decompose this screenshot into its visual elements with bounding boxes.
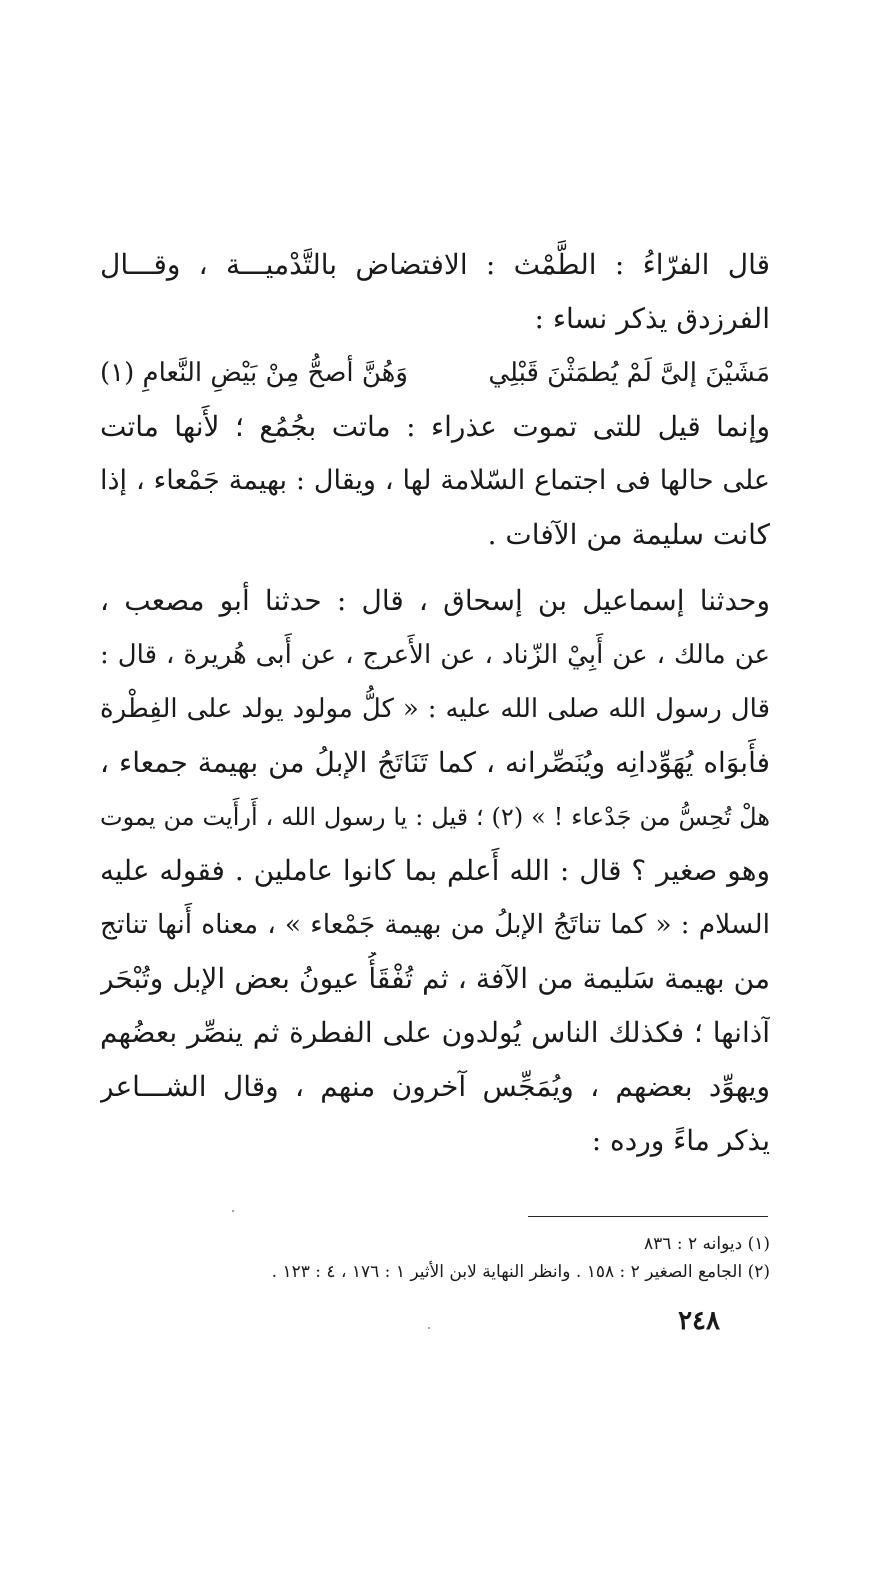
paragraph-line: وإنما قيل للتى تموت عذراء : ماتت بجُمُع ؛ لأَنها ماتت [100,410,770,443]
scan-speck [428,1327,430,1329]
paragraph-line: آذانها ؛ فكذلك الناس يُولدون على الفطرة ثم ينصِّر بعضُهم [100,1016,770,1049]
paragraph-line: كانت سليمة من الآفات . [487,518,770,551]
paragraph-line: هلْ تُحِسُّ من جَدْعاء ! » (٢) ؛ قيل : يا رسول الله ، أَرأَيت من يموت [100,803,770,831]
verse-right-hemistich: مَشَيْنَ إلىَّ لَمْ يُطمَثْنَ قَبْلِي [488,358,770,388]
paragraph-line: السلام : « كما تناتَجُ الإبلُ من بهيمة جَمْعاء » ، معناه أَنها تناتج [100,909,770,940]
footnote-separator [528,1216,768,1217]
poetry-verse [100,346,770,400]
paragraph-line: على حالها فى اجتماع السّلامة لها ، ويقال : بهيمة جَمْعاء ، إذا [100,465,770,496]
verse-left-hemistich: وَهُنَّ أصحُّ مِنْ بَيْضِ النَّعامِ (١) [100,358,408,388]
body-line: الفرزدق يذكر نساء : [534,302,770,335]
paragraph-line: من بهيمة سَليمة من الآفة ، ثم تُفْقَأُ عيونُ بعض الإبل وتُبْحَر [100,962,770,995]
paragraph-line: وحدثنا إسماعيل بن إسحاق ، قال : حدثنا أبو مصعب ، [100,584,770,617]
page-number: ٢٤٨ [678,1306,720,1336]
footnote: (٢) الجامع الصغير ٢ : ١٥٨ . وانظر النهاية لابن الأثير ١ : ١٧٦ ، ٤ : ١٢٣ . [271,1262,770,1282]
paragraph-gap [100,562,770,574]
paragraph-line: قال رسول الله صلى الله عليه : « كلُّ مولود يولد على الفِطْرة [100,694,770,724]
paragraph-line: عن مالك ، عن أَبِيْ الزّناد ، عن الأَعرج ، عن أَبى هُريرة ، قال : [100,640,770,670]
paragraph-line: فأَبوَاه يُهَوِّدانِه ويُنَصِّرانه ، كما تَنَاتَجُ الإبلُ من بهيمة جمعاء ، [100,746,770,779]
scan-speck [232,1210,234,1212]
paragraph-line: وهو صغير ؟ قال : الله أَعلم بما كانوا عاملين . فقوله عليه [100,854,770,887]
main-text [100,238,770,1168]
body-line: قال الفرّاءُ : الطَّمْث : الافتضاض بالتَّدْميـــة ، وقـــال [100,248,770,281]
footnote: (١) ديوانه ٢ : ٨٣٦ [644,1234,770,1254]
footnotes [170,1230,770,1286]
paragraph-line: ويهوِّد بعضهم ، ويُمَجِّس آخرون منهم ، وقال الشـــاعر [100,1070,770,1103]
paragraph-line: يذكر ماءً ورده : [591,1124,770,1157]
